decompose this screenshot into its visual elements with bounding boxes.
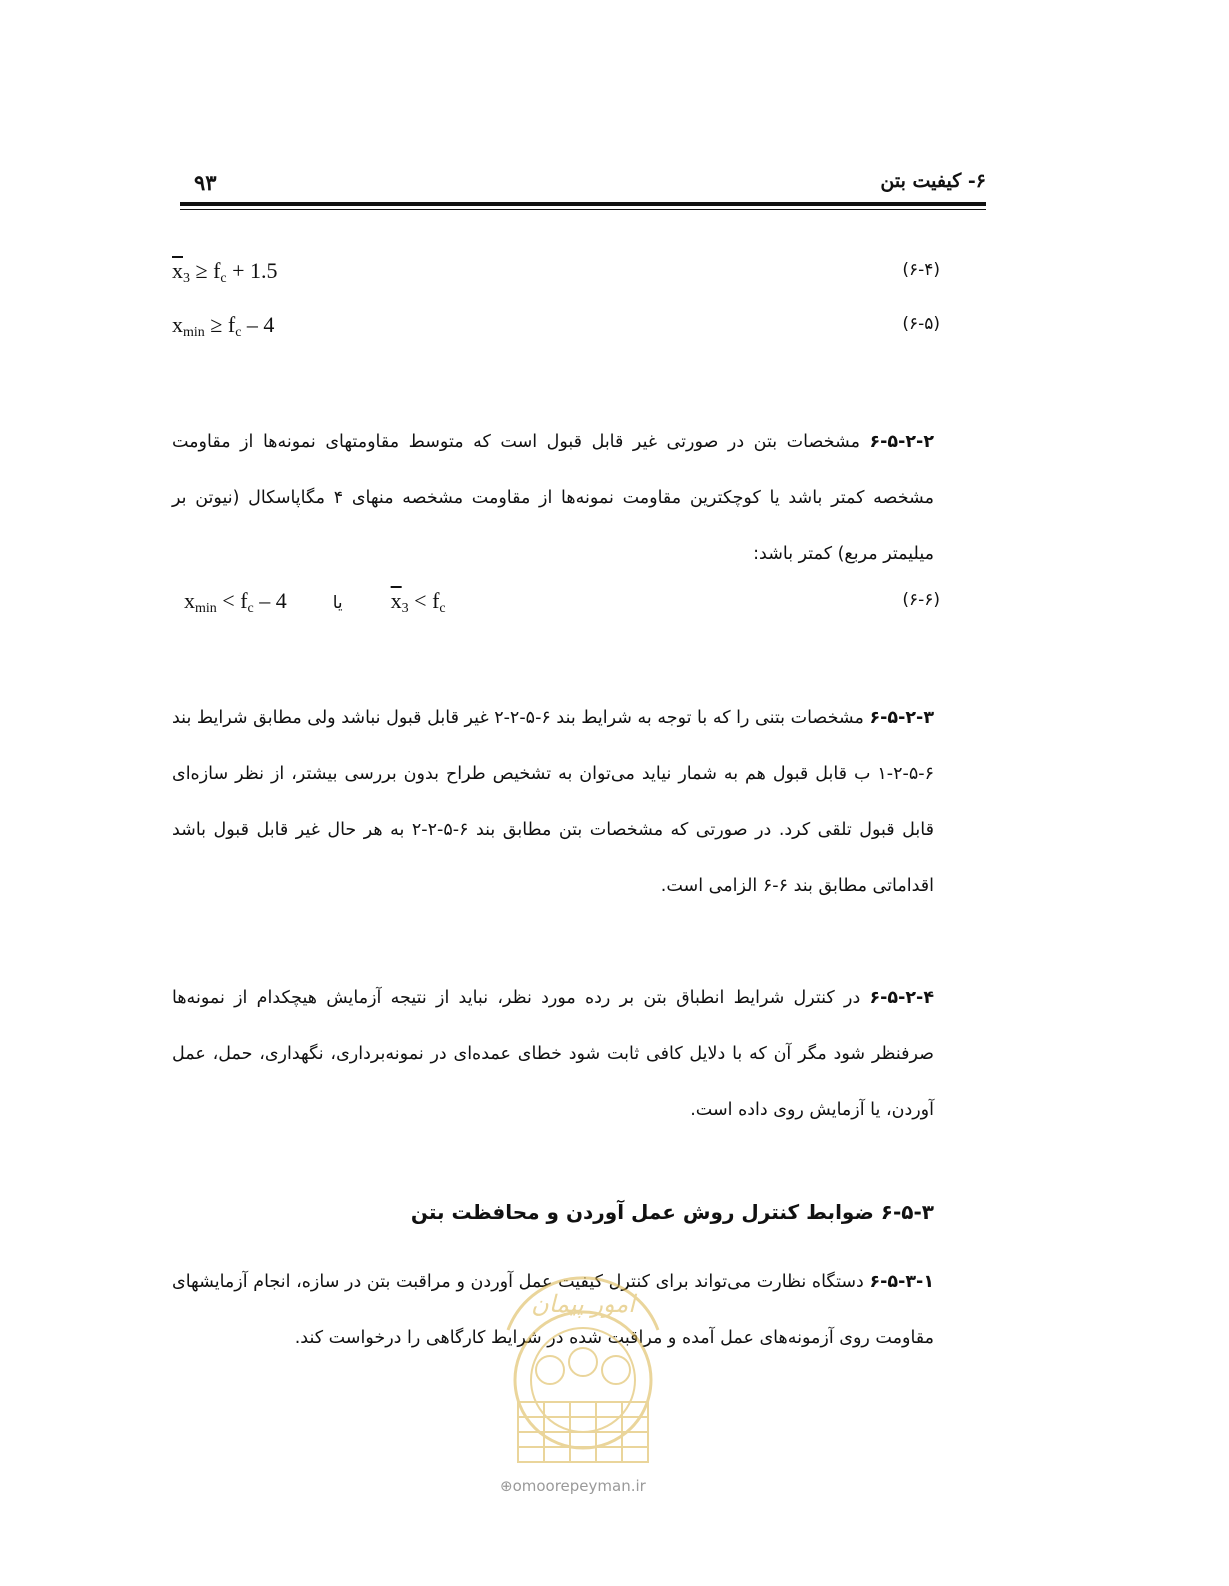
equation-expression: $x_{min} < f_c - 4$ یا $\overline{x}_3 < f_c$ xyxy=(184,588,446,616)
equation-6-6 xyxy=(172,588,940,620)
equation-expression: $\overline{x}_3 \ge f_c + 1.5$ xyxy=(172,258,278,286)
section-heading-6-5-3: ۶-۵-۳ ضوابط کنترل روش عمل آوردن و محافظت بتن xyxy=(410,1200,934,1224)
header-rule-thin xyxy=(180,209,986,210)
watermark-url: ⊕omoorepeyman.ir xyxy=(500,1477,646,1495)
equation-number: (۶-۴) xyxy=(902,260,940,280)
equation-6-4 xyxy=(172,258,940,290)
paragraph-text: مشخصات بتنی را که با توجه به شرایط بند ۶-۵-۲-۲ غیر قابل قبول نباشد ولی مطابق شرایط بند ۶-۵-۲-۱ ب قابل قبول هم به شمار نیاید می‌توان به تشخیص طراح بدون بررسی بیشتر، از نظر سازه‌ای قابل قبول تلقی کرد. در صورتی که مشخصات بتن مطابق بند ۶-۵-۲-۲ به هر حال غیر قابل قبول باشد اقداماتی مطابق بند ۶-۶ الزامی است. xyxy=(172,708,934,896)
svg-text:امور پیمان: امور پیمان xyxy=(531,1290,635,1318)
equation-number: (۶-۶) xyxy=(902,590,940,610)
globe-icon: ⊕ xyxy=(500,1477,513,1495)
clause-number: ۶-۵-۲-۳ xyxy=(869,708,934,728)
paragraph-6-5-2-3 xyxy=(172,690,934,914)
equation-number: (۶-۵) xyxy=(902,314,940,334)
chapter-title: ۶- کیفیت بتن xyxy=(880,170,986,192)
or-word: یا xyxy=(332,593,343,613)
header-rule-thick xyxy=(180,202,986,206)
paragraph-6-5-2-4 xyxy=(172,970,934,1138)
paragraph-text: مشخصات بتن در صورتی غیر قابل قبول است که متوسط مقاومتهای نمونه‌ها از مقاومت مشخصه کمتر باشد یا کوچکترین مقاومت نمونه‌ها از مقاومت مشخصه منهای ۴ مگاپاسکال (نیوتن بر میلیمتر مربع) کمتر باشد: xyxy=(172,432,935,564)
page-number: ۹۳ xyxy=(194,170,217,195)
clause-number: ۶-۵-۲-۴ xyxy=(869,988,934,1008)
clause-number: ۶-۵-۲-۲ xyxy=(869,432,934,452)
watermark-seal xyxy=(488,1270,678,1470)
paragraph-text: در کنترل شرایط انطباق بتن بر رده مورد نظر، نباید از نتیجه آزمایش هیچکدام از نمونه‌ها صرفنظر شود مگر آن که با دلایل کافی ثابت شود خطای عمده‌ای در نمونه‌برداری، نگهداری، حمل، عمل آوردن، یا آزمایش روی داده است. xyxy=(172,988,934,1120)
clause-number: ۶-۵-۳-۱ xyxy=(869,1272,934,1292)
paragraph-text: دستگاه نظارت می‌تواند برای کنترل کیفیت عمل آوردن و مراقبت بتن در سازه، انجام آزمایشهای مقاومت روی آزمونه‌های عمل آمده و مراقبت شده در شرایط کارگاهی را درخواست کند. xyxy=(172,1272,934,1348)
paragraph-6-5-2-2 xyxy=(172,414,934,582)
equation-expression: $x_{min} \ge f_c - 4$ xyxy=(172,312,275,340)
equation-6-5 xyxy=(172,312,940,344)
page-header xyxy=(180,168,986,212)
